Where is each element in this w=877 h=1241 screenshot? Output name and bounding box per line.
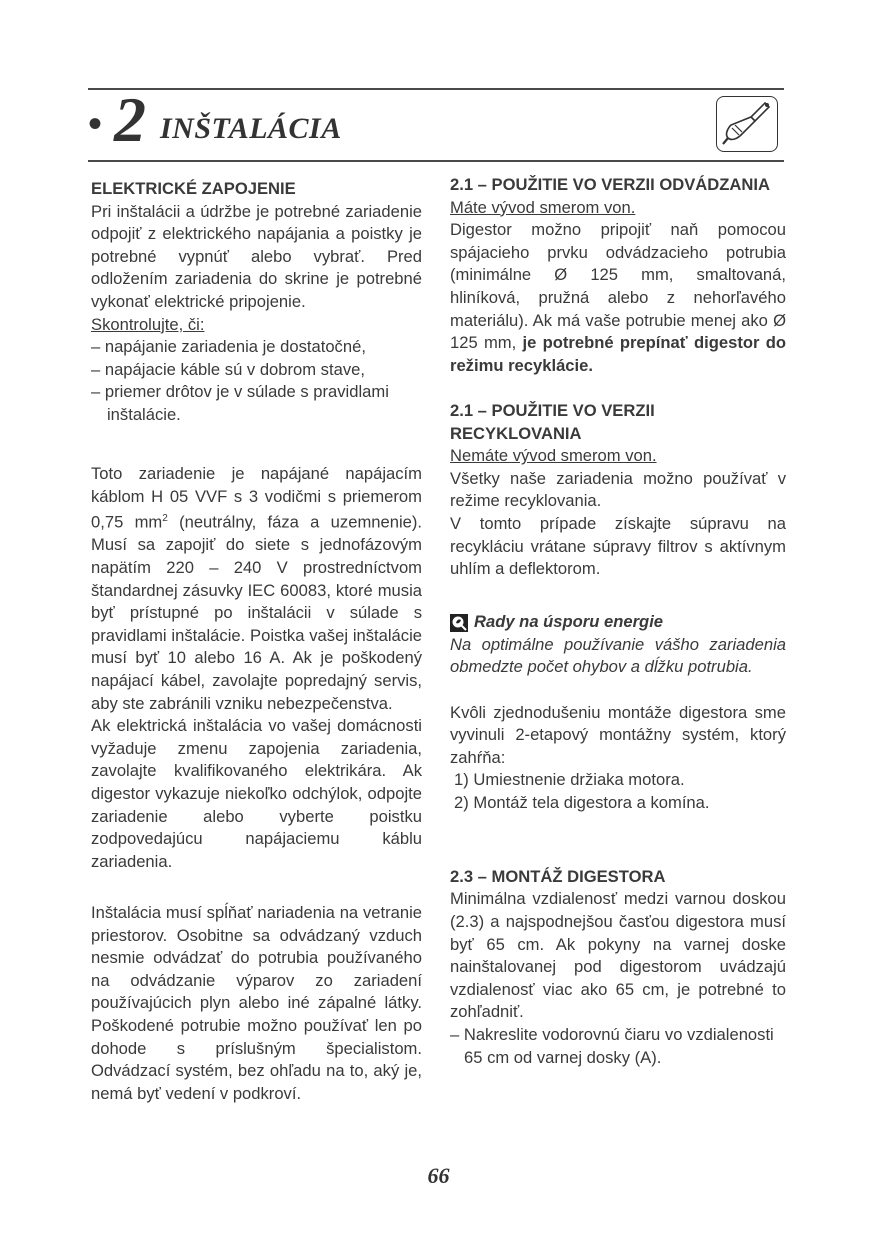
subheading: Máte vývod smerom von. [450, 197, 636, 217]
paragraph: Pri inštalácii a údržbe je potrebné zariadenie odpojiť z elektrického napájania a poistky je potrebné vypnúť alebo vybrať. Pred odložením zariadenia do skrine je potrebné vykonať elektrické pripojenie. [91, 201, 422, 311]
chapter-header [88, 84, 784, 156]
section-heading-extraction: 2.1 – POUŽITIE VO VERZII ODVÁDZANIA [450, 175, 770, 194]
header-top-rule [88, 88, 784, 90]
header-bottom-rule [88, 160, 784, 162]
chapter-title: INŠTALÁCIA [160, 112, 342, 145]
list-item: – priemer drôtov je v súlade s pravidlami [91, 382, 389, 402]
right-column [450, 174, 786, 1069]
left-column [91, 174, 422, 1105]
list-item-continuation: inštalácie. [107, 404, 181, 424]
magnifier-leaf-icon [450, 614, 468, 632]
chapter-number: 2 [114, 84, 146, 155]
tip-text: Na optimálne používanie vášho zariadenia obmedzte počet ohybov a dĺžku potrubia. [450, 634, 786, 677]
paragraph: Kvôli zjednodušeniu montáže digestora sme vyvinuli 2-etapový montážny systém, ktorý zahŕňa: [450, 702, 786, 767]
list-item: – napájacie káble sú v dobrom stave, [91, 359, 365, 379]
paragraph: Všetky naše zariadenia možno používať v režime recyklovania. [450, 468, 786, 511]
list-item: – napájanie zariadenia je dostatočné, [91, 337, 366, 357]
list-item: 2) Montáž tela digestora a komína. [454, 793, 710, 813]
paragraph: Toto zariadenie je napájané napájacím káblom H 05 VVF s 3 vodičmi s priemerom 0,75 $mm^2$ (neutrálny, fáza a uzemnenie). Musí sa zapojiť do siete s jednofázovým napätím 220 – 240 V prostredníctvom štandardnej zásuvky IEC 60083, ktoré musia byť prístupné po inštalácii v súlade s pravidlami inštalácie. Poistka vašej inštalácie musí byť 10 alebo 16 A. Ak je poškodený napájací kábel, zavolajte popredajný servis, aby ste zabránili vzniku nebezpečenstva. [91, 464, 422, 713]
list-item: – Nakreslite vodorovnú čiaru vo vzdialenosti 65 cm od varnej dosky (A). [450, 1024, 774, 1067]
chapter-bullet: • [88, 101, 103, 146]
section-heading-mounting: 2.3 – MONTÁŽ DIGESTORA [450, 866, 666, 886]
page-number: 66 [427, 1163, 450, 1188]
tip-heading: Rady na úsporu energie [450, 611, 786, 634]
paragraph: Minimálna vzdialenosť medzi varnou doskou (2.3) a najspodnejšou časťou digestora musí byť 65 cm. Ak pokyny na varnej doske nainštalovanej pod digestorom uvádzajú vzdialenosť viac ako 65 cm, je potrebné to zohľadniť. [450, 889, 786, 1022]
paragraph: Digestor možno pripojiť naň pomocou spájacieho prvku odvádzacieho potrubia (minimálne Ø 125 mm, smaltovaná, hliníková, pružná alebo z nehorľavého materiálu). Ak má vaše potrubie menej ako Ø 125 mm, je potrebné prepínať digestor do režimu recyklácie. [450, 220, 786, 375]
list-item: 1) Umiestnenie držiaka motora. [454, 770, 685, 790]
screwdriver-icon [716, 96, 778, 152]
section-heading-electric: ELEKTRICKÉ ZAPOJENIE [91, 179, 296, 198]
paragraph: V tomto prípade získajte súpravu na recykláciu vrátane súpravy filtrov s aktívnym uhlím a deflektorom. [450, 513, 786, 579]
paragraph: Ak elektrická inštalácia vo vašej domácnosti vyžaduje zmenu zapojenia zariadenia, zavolajte kvalifikovaného elektrikára. Ak digestor vykazuje niekoľko odchýlok, odpojte zariadenie alebo vyberte poistku zodpovedajúcu napájaciemu káblu zariadenia. [91, 716, 422, 871]
section-heading-recycling: 2.1 – POUŽITIE VO VERZII RECYKLOVANIA [450, 400, 655, 443]
subheading: Nemáte vývod smerom von. [450, 446, 657, 466]
check-label: Skontrolujte, či: [91, 314, 205, 334]
paragraph: Inštalácia musí spĺňať nariadenia na vetranie priestorov. Osobitne sa odvádzaný vzduch nesmie odvádzať do potrubia používaného na odvádzanie výparov zo zariadení používajúcich plyn alebo iné zápalné látky. Poškodené potrubie možno používať len po dohode s príslušným špecialistom. Odvádzací systém, bez ohľadu na to, aký je, nemá byť vedení v podkroví. [91, 902, 422, 1103]
